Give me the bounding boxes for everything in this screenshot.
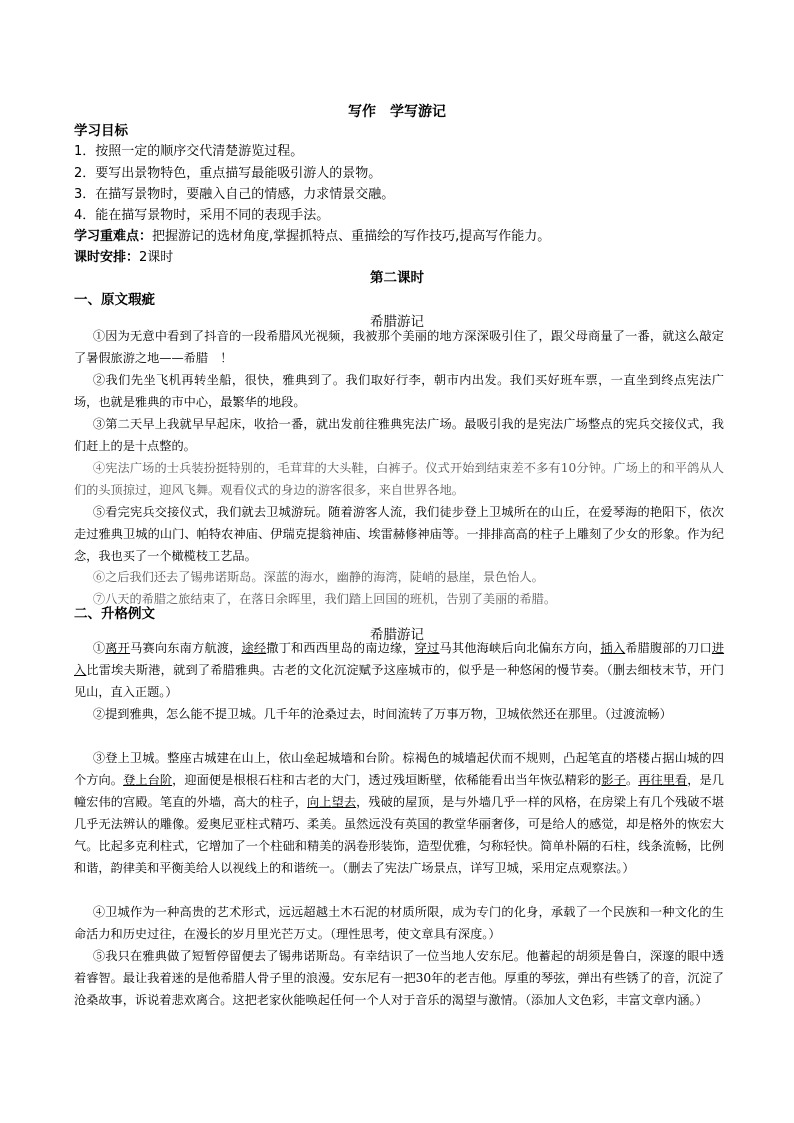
text-run: 马其他海峡后向北偏东方向， [439, 641, 601, 655]
key-points [74, 225, 550, 244]
underlined-phrase: 登上台阶 [123, 773, 173, 787]
original-paragraph: ④宪法广场的士兵装扮挺特别的，毛茸茸的大头鞋，白裤子。仪式开始到结束差不多有10分钟。广场上的和平鸽从人们的头顶掠过，迎风飞舞。观看仪式的身边的游客很多，来自世界各地。 [74, 461, 724, 497]
objective-item: 1．按照一定的顺序交代清楚游览过程。 [74, 144, 304, 159]
document-title: 写作 学写游记 [348, 104, 446, 120]
original-paragraph: ⑦八天的希腊之旅结束了，在落日余晖里，我们踏上回国的班机，告别了美丽的希腊。 [92, 592, 557, 606]
improved-paragraph-2: ②提到雅典，怎么能不提卫城。几千年的沧桑过去，时间流转了万事万物，卫城依然还在那里。（过渡流畅） [92, 707, 672, 721]
improved-paragraph-3 [74, 747, 724, 879]
improved-paragraph-5: ⑤我只在雅典做了短暂停留便去了锡弗诺斯岛。有幸结识了一位当地人安东尼。他蓄起的胡须是鲁白，深邃的眼中透着睿智。最让我着迷的是他希腊人骨子里的浪漫。安东尼有一把30年的老吉他。厚重的琴弦，弹出有些锈了的音，沉淀了沧桑故事，诉说着悲欢离合。这把老家伙能唤起任何一个人对于音乐的渴望与激情。（添加人文色彩，丰富文章内涵。） [74, 949, 724, 1007]
original-paragraph: ③第二天早上我就早早起床，收拾一番，就出发前往雅典宪法广场。最吸引我的是宪法广场整点的宪兵交接仪式，我们赶上的是十点整的。 [74, 417, 724, 453]
objectives-heading: 学习目标 [74, 123, 128, 139]
underlined-phrase: 插入 [600, 641, 626, 655]
underlined-phrase: 穿过 [414, 641, 440, 655]
original-paragraph: ①因为无意中看到了抖音的一段希腊风光视频，我被那个美丽的地方深深吸引住了，跟父母商量了一番，就这么敲定了暑假旅游之地——希腊 ！ [74, 329, 724, 365]
section2-article-title: 希腊游记 [370, 627, 424, 643]
key-points-text: 把握游记的选材角度,掌握抓特点、重描绘的写作技巧,提高写作能力。 [152, 229, 551, 244]
text-run: 比雷埃夫斯港，就到了希腊雅典。古老的文化沉淀赋予这座城市的，似乎是一种悠闲的慢节奏。（删去细枝末节，开门见山，直入正题。） [74, 663, 725, 699]
text-run: 。 [625, 773, 639, 787]
text-run: ，是几幢宏伟的宫殿。笔直的外墙，高大的柱子， [74, 773, 724, 809]
original-paragraph: ⑤看完宪兵交接仪式，我们就去卫城游玩。随着游客人流，我们徒步登上卫城所在的山丘，在爱琴海的艳阳下，依次走过雅典卫城的山门、帕特农神庙、伊瑞克提翁神庙、埃雷赫修神庙等。一排排高高的柱子上雕刻了少女的形象。作为纪念，我也买了一个橄榄枝工艺品。 [74, 505, 724, 563]
original-paragraph: ②我们先坐飞机再转坐船，很快，雅典到了。我们取好行李，朝市内出发。我们买好班车票，一直坐到终点宪法广场，也就是雅典的市中心，最繁华的地段。 [74, 373, 724, 409]
improved-paragraph-4: ④卫城作为一种高贵的艺术形式，远远超越土木石泥的材质所限，成为专门的化身，承载了一个民族和一种文化的生命活力和历史过往，在漫长的岁月里光芒万丈。（理性思考，使文章具有深度。） [74, 905, 724, 941]
text-run: ③登上卫城。整座古城建在山上，依山垒起城墙和台阶。棕褐色的城墙起伏而不规则，凸起笔直的塔楼占据山城的四个方向。 [74, 751, 724, 787]
text-run: 撒丁和西西里岛的南边缘， [266, 641, 415, 655]
underlined-phrase: 影子 [601, 773, 626, 787]
section2-heading: 二、升格例文 [74, 606, 155, 622]
text-run: 马赛向东南方航渡， [130, 641, 242, 655]
schedule-label: 课时安排： [74, 250, 140, 265]
underlined-phrase: 进入 [74, 641, 725, 677]
underlined-phrase: 再往里看 [638, 773, 688, 787]
text-run: ① [92, 641, 106, 655]
objective-item: 3．在描写景物时，要融入自己的情感，力求情景交融。 [74, 187, 395, 202]
key-points-label: 学习重难点： [74, 229, 153, 244]
objective-item: 2．要写出景物特色，重点描写最能吸引游人的景物。 [74, 166, 382, 181]
text-run: 希腊腹部的刀口 [625, 641, 712, 655]
schedule-text: 2课时 [139, 250, 174, 265]
section1-heading: 一、原文瑕疵 [74, 292, 155, 308]
schedule [74, 246, 173, 265]
underlined-phrase: 向上望去 [307, 795, 357, 809]
underlined-phrase: 离开 [105, 641, 131, 655]
lesson-title: 第二课时 [370, 270, 424, 286]
improved-paragraph-1 [74, 637, 724, 703]
original-paragraph: ⑥之后我们还去了锡弗诺斯岛。深蓝的海水，幽静的海湾，陡峭的悬崖，景色怡人。 [92, 570, 544, 584]
text-run: ，迎面便是根根石柱和古老的大门，透过残垣断壁，依稀能看出当年恢弘精彩的 [172, 773, 602, 787]
text-run: ，残破的屋顶，是与外墙几乎一样的风格，在房梁上有几个残破不堪几乎无法辨认的雕像。爱奥尼亚柱式精巧、柔美。虽然远没有英国的教堂华丽奢侈，可是给人的感觉，却是格外的恢宏大气。比起多克利柱式，它增加了一个柱础和精美的涡卷形装饰，造型优雅，匀称轻快。简单朴隔的石柱，线条流畅，比例和谐，韵律美和平衡美给人以视线上的和谐统一。（删去了宪法广场景点，详写卫城，采用定点观察法。） [74, 795, 724, 875]
objective-item: 4．能在描写景物时，采用不同的表现手法。 [74, 208, 330, 223]
underlined-phrase: 途经 [241, 641, 267, 655]
section1-article-title: 希腊游记 [370, 314, 424, 330]
